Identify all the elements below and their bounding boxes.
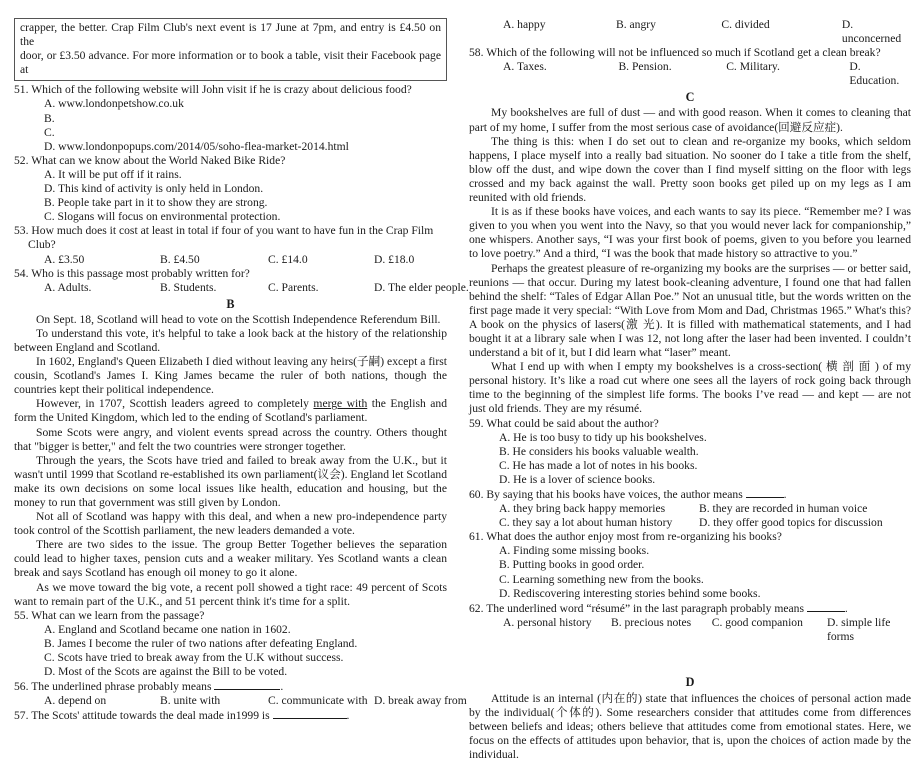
question-52-option-d[interactable]: D. This kind of activity is only held in London. [44,182,264,196]
question-53-text: How much does it cost at least in total if four of you want to have fun in the Crap Film Club? [28,224,434,252]
question-57-answer-blank[interactable] [273,708,347,719]
question-56-answer-blank[interactable] [214,679,280,690]
question-62-option-c[interactable]: C. good companion [711,615,803,629]
question-52-number: 52. [14,153,29,167]
question-55-stem [14,609,447,623]
passage-b-paragraph-7: Not all of Scotland was happy with this deal, and when a new pro-independence party took control of the Scottish parliament, the new leaders demanded a vote. [14,510,447,538]
question-54-text: Who is this passage most probably written for? [31,266,250,280]
question-55-option-a[interactable]: A. England and Scotland became one nation in 1602. [44,622,291,636]
question-57-number: 57. [14,709,29,723]
question-56-option-b[interactable]: B. unite with [160,694,221,708]
question-52-option-b[interactable]: B. People take part in it to show they are strong. [44,196,268,210]
question-53-options [14,253,447,267]
passage-b-paragraph-1: On Sept. 18, Scotland will head to vote on the Scottish Independence Referendum Bill. [36,312,441,326]
question-62-period: . [844,601,848,615]
question-55-option-b[interactable]: B. James I become the ruler of two nations after defeating England. [44,636,358,650]
question-53-stem [14,224,447,252]
question-61-option-b[interactable]: B. Putting books in good order. [499,558,645,572]
question-56-stem [14,679,447,694]
question-52-text: What can we know about the World Naked Bike Ride? [31,153,286,167]
question-55-option-d[interactable]: D. Most of the Scots are against the Bill to be voted. [44,665,288,679]
passage-b-paragraph-4 [14,397,447,425]
question-62-number: 62. [469,601,484,615]
passage-b-paragraph-2: To understand this vote, it's helpful to take a look back at the history of the relationship between England and Scotland. [14,326,447,354]
question-54-options [14,280,469,295]
right-column [465,18,911,762]
question-53-number: 53. [14,224,29,238]
passage-c-paragraph-3: It is as if these books have voices, and each wants to say its piece. “Remember me? I was given to you when you went into the Navy, so that you would never lack for companionship,” one whispers. Another says, “I was your first book of poems, given to you before you learned to love poetry.” And a third, “I was the book that made history so attractive to you.” [469,205,911,261]
question-60-options-row-2 [469,516,911,530]
question-54-option-b[interactable]: B. Students. [160,280,217,294]
question-54-option-d[interactable]: D. The elder people. [374,280,469,294]
question-62-answer-blank[interactable] [807,601,845,612]
question-61-option-c[interactable]: C. Learning something new from the books. [499,572,704,586]
question-58-option-a[interactable]: A. Taxes. [503,60,547,74]
question-51-text: Which of the following website will John visit if he is crazy about delicious food? [31,83,412,97]
question-57-stem [14,708,447,723]
advertisement-box [14,18,447,81]
question-56-options [14,694,467,708]
ad-line-2: door, or £3.50 advance. For more information or to book a table, visit their Facebook page at [20,49,441,77]
question-62-options [469,616,911,644]
question-59-text: What could be said about the author? [486,416,659,430]
underlined-phrase-merge-with: merge with [313,397,368,411]
passage-c-paragraph-2: The thing is this: when I do set out to clean and re-organize my books, which seldom happens, I place myself into a really bad situation. No sooner do I take a title from the shelf, blow off the dust, and wipe down the cover than I find myself sitting on the floor with legs crossed and my back against the wall. Pretty soon books get piled up on my legs as I am reunited with old friends. [469,134,911,205]
question-54-stem [14,267,447,281]
question-60-option-a[interactable]: A. they bring back happy memories [499,502,666,516]
question-60-option-d[interactable]: D. they offer good topics for discussion [699,516,883,530]
section-c-heading: C [685,90,695,105]
question-55-number: 55. [14,608,29,622]
question-62-option-a[interactable]: A. personal history [503,615,592,629]
passage-b-paragraph-9: As we move toward the big vote, a recent poll showed a tight race: 49 percent of Scots want to remain part of the U.K., and 51 percent think it's time for a split. [14,580,447,608]
question-57-text: The Scots' attitude towards the deal made in1999 is [31,709,270,723]
passage-c-paragraph-1: My bookshelves are full of dust — and with good reason. When it comes to cleaning that part of my home, I suffer from the most serious case of avoidance(回避反应症). [469,106,911,134]
passage-d-paragraph-1: Attitude is an internal (内在的) state that influences the choices of personal action made by the individual(个体的). Some researchers consider that attitudes come from differences between beliefs and ideas; others believe that attitudes come from emotional states. Here, we focus on the effects of attitudes upon behavior, that is, upon the choices of action made by the individual. [469,692,911,762]
passage-b-paragraph-5: Some Scots were angry, and violent events spread across the country. Others thought that "bigger is better," and felt the two countries were stronger together. [14,425,447,453]
question-59-option-d[interactable]: D. He is a lover of science books. [499,472,656,486]
question-56-option-a[interactable]: A. depend on [44,694,107,708]
question-58-option-b[interactable]: B. Pension. [618,60,672,74]
question-57-option-a[interactable]: A. happy [503,18,546,31]
question-60-option-c[interactable]: C. they say a lot about human history [499,516,673,530]
question-61-option-a[interactable]: A. Finding some missing books. [499,544,650,558]
question-58-stem [469,46,911,60]
question-53-option-d[interactable]: D. £18.0 [374,252,415,266]
question-51-option-a[interactable]: A. www.londonpetshow.co.uk [44,97,184,111]
question-57-option-c[interactable]: C. divided [721,18,770,31]
question-58-text: Which of the following will not be influenced so much if Scotland get a clean break? [486,46,881,60]
question-60-text: By saying that his books have voices, the author means [486,488,743,501]
question-52-stem [14,154,447,168]
question-62-text: The underlined word “résumé” in the last paragraph probably means [486,601,804,615]
question-58-options [469,60,911,88]
question-51-stem [14,83,447,97]
question-54-option-c[interactable]: C. Parents. [268,280,319,294]
question-62-option-b[interactable]: B. precious notes [610,615,692,629]
question-60-period: . [783,488,787,501]
question-61-text: What does the author enjoy most from re-organizing his books? [486,530,782,544]
question-58-option-c[interactable]: C. Military. [726,60,780,74]
question-61-number: 61. [469,530,484,544]
question-61-stem [469,530,911,544]
question-59-option-c[interactable]: C. He has made a lot of notes in his books. [499,458,698,472]
question-57-option-b[interactable]: B. angry [615,18,656,31]
passage-b-paragraph-3: In 1602, England's Queen Elizabeth I died without leaving any heirs(子嗣) except a first cousin, Scotland's James I. King James became the ruler of both nations, though the countries kept their political independence. [14,355,447,397]
question-61-option-d[interactable]: D. Rediscovering interesting stories behind some books. [499,586,761,600]
passage-b-paragraph-6: Through the years, the Scots have tried and failed to break away from the U.K., but it wasn't until 1999 that Scotland re-established its own parliament(议会). England let Scotland make its own decisions on some local issues like health, education and housing, but the money to run that government was still given by London. [14,453,447,509]
question-54-number: 54. [14,266,29,280]
question-57-period: . [346,709,350,723]
question-51-number: 51. [14,83,29,97]
question-56-option-c[interactable]: C. communicate with [268,694,368,708]
question-58-option-d[interactable]: D. Education. [849,60,900,88]
question-53-option-c[interactable]: C. £14.0 [268,252,308,266]
section-d-heading: D [685,675,695,690]
question-51-option-b[interactable]: B. [44,111,55,125]
question-60-number: 60. [469,488,484,501]
question-60-answer-blank[interactable] [746,487,784,498]
question-60-stem [469,487,911,502]
question-60-option-b[interactable]: B. they are recorded in human voice [699,502,868,516]
question-51-option-d[interactable]: D. www.londonpopups.com/2014/05/soho-flea-market-2014.html [44,139,349,153]
question-62-stem [469,601,911,616]
question-55-text: What can we learn from the passage? [31,608,205,622]
question-62-option-d[interactable]: D. simple life forms [826,615,891,643]
ad-line-1: crapper, the better. Crap Film Club's next event is 17 June at 7pm, and entry is £4.50 on the [20,21,441,49]
question-59-number: 59. [469,416,484,430]
question-55-option-c[interactable]: C. Scots have tried to break away from the U.K without success. [44,651,344,665]
left-column [14,18,469,723]
question-57-options [469,18,911,46]
question-54-option-a[interactable]: A. Adults. [44,280,92,294]
question-53-option-b[interactable]: B. £4.50 [160,252,200,266]
passage-c-paragraph-5: What I end up with when I empty my bookshelves is a cross-section( 横 剖 面 ) of my personal history. It’s like a road cut where one sees all the layers of rock going back through time to the beginning of the simplest life forms. The books I’ve read — and kept — are not just old friends. They are my résumé. [469,360,911,416]
question-57-option-d[interactable]: D. unconcerned [841,18,902,46]
section-b-heading: B [226,296,235,311]
question-59-stem [469,417,911,431]
question-56-option-d[interactable]: D. break away from [374,694,467,708]
question-53-option-a[interactable]: A. £3.50 [44,252,85,266]
question-52-option-a[interactable]: A. It will be put off if it rains. [44,167,182,181]
question-56-number: 56. [14,680,29,694]
question-52-option-c[interactable]: C. Slogans will focus on environmental protection. [44,210,281,224]
question-56-text: The underlined phrase probably means [31,680,212,694]
question-51-option-c[interactable]: C. [44,125,55,139]
question-60-options-row-1 [469,502,911,516]
passage-c-paragraph-4: Perhaps the greatest pleasure of re-organizing my books are the surprises — or better said, reunions — that occur. During my latest book-cleaning adventure, I found one that had fallen behind the shelf: “Tales of Edgar Allan Poe.” Not an unusual title, but the words written on the first page made it very special: “With Love from Mom and Dad, Christmas 1965.” What's this? A book on the physics of lasers(激 光). It is filled with mathematical statements, and I had bought it at a library sale when I was 12, not long after the laser had been invented. I couldn’t understand a bit of it, but I did learn what “laser” meant. [469,261,911,360]
question-59-option-b[interactable]: B. He considers his books valuable wealth. [499,444,699,458]
question-56-period: . [280,680,284,694]
passage-b-paragraph-4-text: However, in 1707, Scottish leaders agreed to completely merge with the English and form the United Kingdom, which led to the ending of Scotland's parliament. [14,397,447,425]
question-59-option-a[interactable]: A. He is too busy to tidy up his bookshelves. [499,430,707,444]
question-58-number: 58. [469,46,484,60]
passage-b-paragraph-8: There are two sides to the issue. The group Better Together believes the separation could lead to higher taxes, pension cuts and a weaker military. Yes Scotland wants a clean break and says Scotland has enough oil money to go it alone. [14,538,447,580]
